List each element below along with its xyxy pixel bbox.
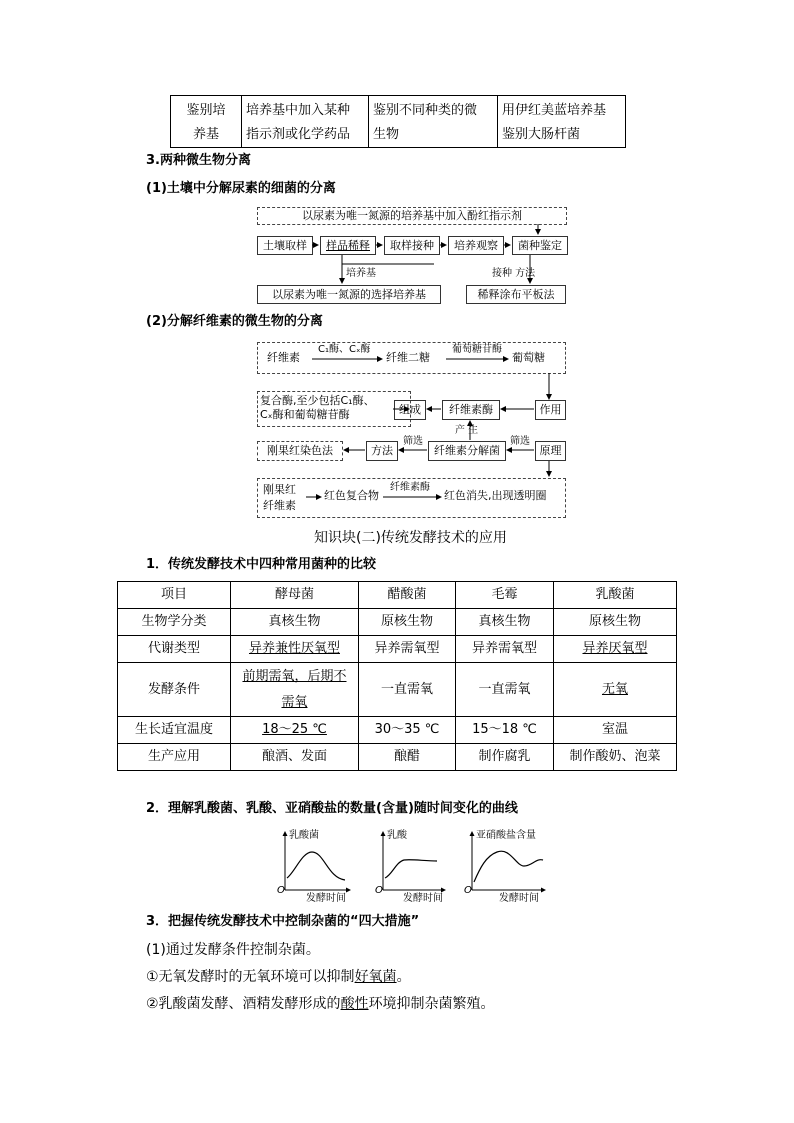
- y-label-nitrite: 亚硝酸盐含量: [476, 830, 536, 841]
- table-cell: 前期需氧，后期不 需氧: [231, 663, 359, 717]
- origin-label: O: [277, 885, 285, 896]
- function-box: 作用: [535, 400, 566, 420]
- header-cell: 毛霉: [456, 582, 554, 609]
- spread-plate-box: 稀释涂布平板法: [466, 285, 566, 304]
- table-cell: 制作酸奶、泡菜: [554, 744, 677, 771]
- step-identification: 菌种鉴定: [512, 236, 568, 255]
- step-dilution: 样品稀释: [320, 236, 376, 255]
- subsection-cellulose: (2)分解纤维素的微生物的分离: [146, 314, 323, 329]
- subsection-urea: (1)土壤中分解尿素的细菌的分离: [146, 181, 336, 196]
- item3-heading: 3．把握传统发酵技术中控制杂菌的“四大措施”: [146, 914, 420, 929]
- principle-box: 原理: [535, 441, 566, 461]
- paragraph-3: ②乳酸菌发酵、酒精发酵形成的酸性环境抑制杂菌繁殖。: [146, 996, 495, 1012]
- table-cell: 无氧: [554, 663, 677, 717]
- cellulase-box: 纤维素酶: [442, 400, 500, 420]
- step-inoculation: 取样接种: [384, 236, 440, 255]
- row-label: 生产应用: [118, 744, 231, 771]
- paragraph-1: (1)通过发酵条件控制杂菌。: [146, 942, 320, 958]
- decomposer-box: 纤维素分解菌: [428, 441, 506, 461]
- table-cell: 真核生物: [456, 609, 554, 636]
- paragraph-2: ①无氧发酵时的无氧环境可以抑制好氧菌。: [146, 969, 411, 985]
- table-cell: 室温: [554, 717, 677, 744]
- row-label: 代谢类型: [118, 636, 231, 663]
- table-cell: 一直需氧: [456, 663, 554, 717]
- table-cell: 异养厌氧型: [554, 636, 677, 663]
- cell-use: 鉴别不同种类的微 生物: [369, 96, 498, 148]
- step-soil-sampling: 土壤取样: [257, 236, 313, 255]
- block2-title: 知识块(二)传统发酵技术的应用: [314, 530, 507, 546]
- table-cell: 异养需氧型: [456, 636, 554, 663]
- table-cell: 酿醋: [359, 744, 456, 771]
- table-cell: 制作腐乳: [456, 744, 554, 771]
- screen-label-2: 筛选: [510, 436, 530, 447]
- y-label-lactic-bacteria: 乳酸菌: [289, 830, 319, 841]
- header-cell: 乳酸菌: [554, 582, 677, 609]
- produce-label: 产 生: [455, 425, 479, 436]
- table-cell: 异养兼性厌氧型: [231, 636, 359, 663]
- composition-box: 组成: [394, 400, 426, 420]
- header-cell: 酵母菌: [231, 582, 359, 609]
- congo-red-method-box: 刚果红染色法: [257, 441, 343, 461]
- row-label: 发酵条件: [118, 663, 231, 717]
- lactic-bacteria-curve: [287, 852, 345, 880]
- glucosidase-label: 葡萄糖苷酶: [452, 344, 502, 355]
- table-cell: 原核生物: [359, 609, 456, 636]
- glucose-text: 葡萄糖: [512, 351, 545, 364]
- indicator-box: 以尿素为唯一氮源的培养基中加入酚红指示剂: [257, 207, 567, 225]
- x-label-time: 发酵时间: [403, 893, 443, 904]
- item1-heading: 1．传统发酵技术中四种常用菌种的比较: [146, 557, 377, 572]
- row-label: 生物学分类: [118, 609, 231, 636]
- screen-label-1: 筛选: [403, 436, 423, 447]
- result-text: 红色消失,出现透明圈: [444, 489, 547, 502]
- row-label: 生长适宜温度: [118, 717, 231, 744]
- nitrite-curve: [474, 851, 543, 882]
- cellulose-text: 纤维素: [267, 351, 300, 364]
- complex-enzyme-box: 复合酶,至少包括C₁酶、 Cₓ酶和葡萄糖苷酶: [257, 391, 411, 427]
- red-complex-text: 红色复合物: [324, 489, 379, 502]
- table-cell: 异养需氧型: [359, 636, 456, 663]
- table-cell: 15～18 ℃: [456, 717, 554, 744]
- origin-label: O: [464, 885, 472, 896]
- header-cell: 醋酸菌: [359, 582, 456, 609]
- method-label: 接种 方法: [492, 268, 536, 279]
- method-box: 方法: [366, 441, 398, 461]
- origin-label: O: [375, 885, 383, 896]
- congo-cellulose-text: 刚果红 纤维素: [263, 483, 296, 512]
- medium-label: 培养基: [346, 268, 376, 279]
- selective-medium-box: 以尿素为唯一氮源的选择培养基: [257, 285, 441, 304]
- cell-example: 用伊红美蓝培养基 鉴别大肠杆菌: [498, 96, 626, 148]
- section-heading: 3.两种微生物分离: [146, 153, 251, 168]
- c1-cx-enzyme-label: C₁酶、Cₓ酶: [318, 344, 371, 355]
- cellobiose-text: 纤维二糖: [386, 351, 430, 364]
- table-cell: 酿酒、发面: [231, 744, 359, 771]
- cell-type: 鉴别培 养基: [171, 96, 242, 148]
- table-cell: 原核生物: [554, 609, 677, 636]
- x-label-time: 发酵时间: [499, 893, 539, 904]
- header-cell: 项目: [118, 582, 231, 609]
- cell-principle: 培养基中加入某种 指示剂或化学药品: [242, 96, 369, 148]
- x-label-time: 发酵时间: [306, 893, 346, 904]
- table-cell: 30～35 ℃: [359, 717, 456, 744]
- cellulase-label-2: 纤维素酶: [390, 482, 430, 493]
- y-label-lactic-acid: 乳酸: [387, 830, 407, 841]
- table-cell: 18～25 ℃: [231, 717, 359, 744]
- table-cell: 真核生物: [231, 609, 359, 636]
- lactic-acid-curve: [385, 860, 437, 878]
- table-cell: 一直需氧: [359, 663, 456, 717]
- step-culture: 培养观察: [448, 236, 504, 255]
- item2-heading: 2．理解乳酸菌、乳酸、亚硝酸盐的数量(含量)随时间变化的曲线: [146, 801, 518, 816]
